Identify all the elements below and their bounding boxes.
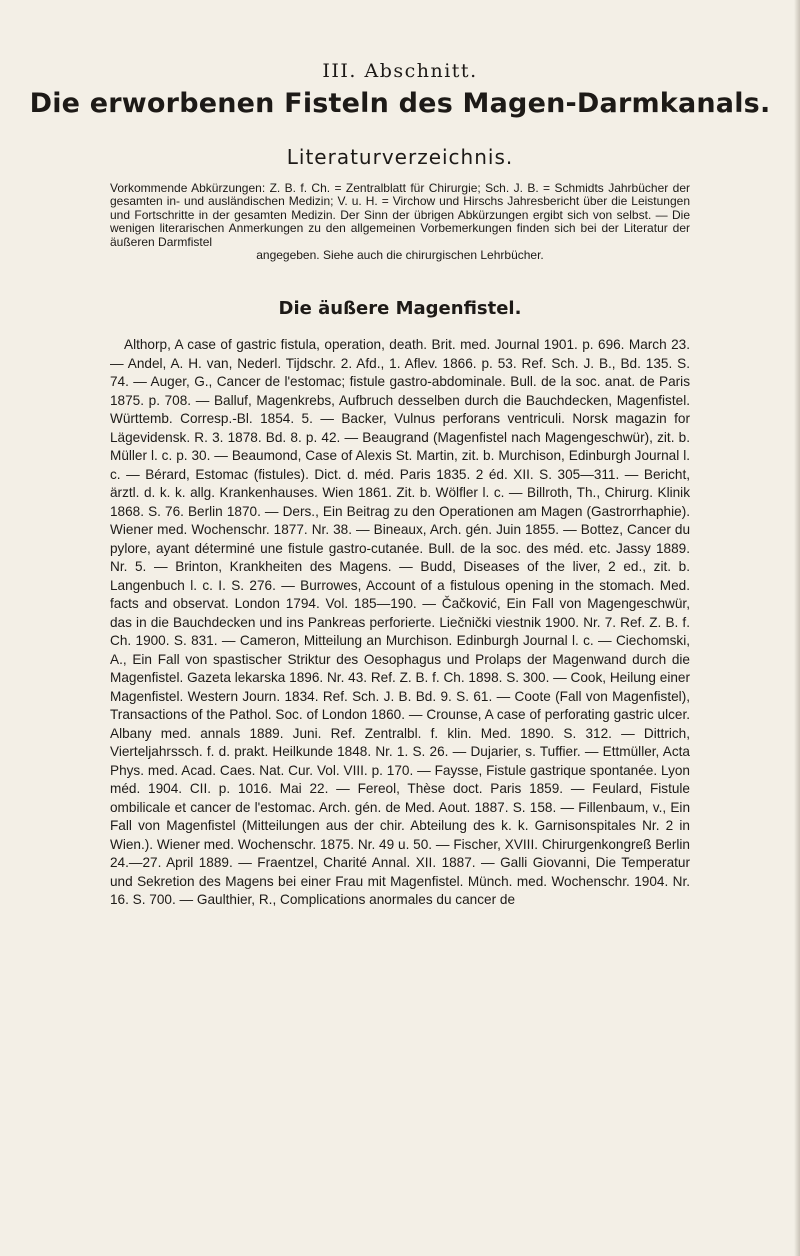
subsection-heading: Die äußere Magenfistel.	[278, 298, 522, 319]
page-edge-shadow	[794, 0, 800, 1256]
literature-heading: Literaturverzeichnis.	[286, 145, 514, 169]
chapter-title: Die erworbenen Fisteln des Magen-Darmkanals.	[29, 88, 771, 119]
reference-list: Althorp, A case of gastric fistula, operation, death. Brit. med. Journal 1901. p. 696. March 23. — Andel, A. H. van, Nederl. Tijdschr. 2. Afd., 1. Aflev. 1866. p. 53. Ref. Sch. J. B., Bd. 135. S. 74. — Auger, G., Cancer de l'estomac; fistule gastro-abdominale. Bull. de la soc. anat. de Paris 1875. p. 708. — Balluf, Magenkrebs, Aufbruch desselben durch die Bauchdecken, Magenfistel. Württemb. Corresp.-Bl. 1854. 5. — Backer, Vulnus perforans ventriculi. Norsk magazin for Lägevidensk. R. 3. 1878. Bd. 8. p. 42. — Beaugrand (Magenfistel nach Magengeschwür), zit. b. Müller l. c. p. 30. — Beaumond, Case of Alexis St. Martin, zit. b. Murchison, Edinburgh Journal l. c. — Bérard, Estomac (fistules). Dict. d. méd. Paris 1835. 2 éd. XII. S. 305—311. — Bericht, ärztl. d. k. k. allg. Krankenhauses. Wien 1861. Zit. b. Wölfler l. c. — Billroth, Th., Chirurg. Klinik 1868. S. 76. Berlin 1870. — Ders., Ein Beitrag zu den Operationen am Magen (Gastrorrhaphie). Wiener med. Wochenschr. 1877. Nr. 38. — Bineaux, Arch. gén. Juin 1855. — Bottez, Cancer du pylore, ayant déterminé une fistule gastro-cutanée. Bull. de la soc. des méd. etc. Jassy 1889. Nr. 5. — Brinton, Krankheiten des Magens. — Budd, Diseases of the liver, 2 ed., zit. b. Langenbuch l. c. I. S. 276. — Burrowes, Account of a fistulous opening in the stomach. Med. facts and observat. London 1794. Vol. 185—190. — Čačković, Ein Fall von Magengeschwür, das in die Bauchdecken und ins Pankreas perforierte. Liečnički viestnik 1900. Nr. 7. Ref. Z. B. f. Ch. 1900. S. 831. — Cameron, Mitteilung an Murchison. Edinburgh Journal l. c. — Ciechomski, A., Ein Fall von spastischer Striktur des Oesophagus und Prolaps der Magenwand durch die Magenfistel. Gazeta lekarska 1896. Nr. 43. Ref. Z. B. f. Ch. 1898. S. 300. — Cook, Heilung einer Magenfistel. Western Journ. 1834. Ref. Sch. J. B. Bd. 9. S. 61. — Coote (Fall von Magenfistel), Transactions of the Pathol. Soc. of London 1860. — Crounse, A case of perforating gastric ulcer. Albany med. annals 1889. Juni. Ref. Zentralbl. f. klin. Med. 1890. S. 312. — Dittrich, Vierteljahrssch. f. d. prakt. Heilkunde 1848. Nr. 1. S. 26. — Dujarier, s. Tuffier. — Ettmüller, Acta Phys. med. Acad. Caes. Nat. Cur. Vol. VIII. p. 170. — Faysse, Fistule gastrique spontanée. Lyon méd. 1904. CII. p. 1016. Mai 22. — Fereol, Thèse doct. Paris 1859. — Feulard, Fistule ombilicale et cancer de l'estomac. Arch. gén. de Med. Aout. 1887. S. 158. — Fillenbaum, v., Ein Fall von Magenfistel (Mitteilungen aus der chir. Abteilung des k. k. Garnisonspitales Nr. 2 in Wien.). Wiener med. Wochenschr. 1875. Nr. 49 u. 50. — Fischer, XVIII. Chirurgenkongreß Berlin 24.—27. April 1889. — Fraentzel, Charité Annal. XII. 1887. — Galli Giovanni, Die Temperatur und Sekretion des Magens bei einer Frau mit Magenfistel. Münch. med. Wochenschr. 1904. Nr. 16. S. 700. — Gaulthier, R., Complications anormales du cancer de	[110, 337, 690, 907]
abbreviations-text-last-line: angegeben. Siehe auch die chirurgischen Lehrbücher.	[256, 248, 544, 263]
abbreviations-note	[110, 182, 690, 262]
section-heading: III. Abschnitt.	[322, 60, 478, 82]
abbreviations-text: Vorkommende Abkürzungen: Z. B. f. Ch. = Zentralblatt für Chirurgie; Sch. J. B. = Schmidts Jahrbücher der gesamten in- und ausländischen Medizin; V. u. H. = Virchow und Hirschs Jahresbericht über die Leistungen und Fortschritte in der gesamten Medizin. Der Sinn der übrigen Abkürzungen ergibt sich von selbst. — Die wenigen literarischen Anmerkungen zu den allgemeinen Vorbemerkungen finden sich bei der Literatur der äußeren Darmfistel	[110, 181, 690, 249]
